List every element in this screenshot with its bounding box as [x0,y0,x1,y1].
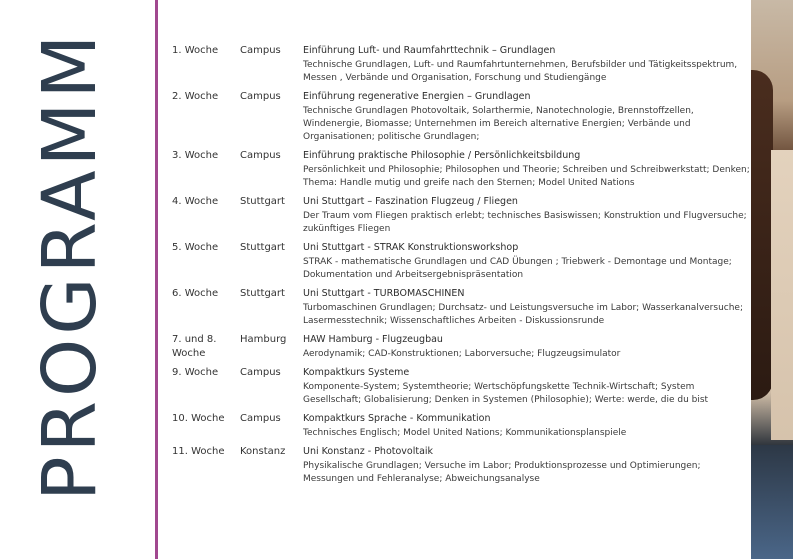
schedule-row [172,195,750,236]
schedule-row [172,90,750,144]
module-details: Komponente-System; Systemtheorie; Wertschöpfungskette Technik-Wirtschaft; System Gesellschaft; Globalisierung; Denken in Systemen (Philosophie); Werte: werde, die du bist [303,382,709,405]
module-details: Technische Grundlagen Photovoltaik, Solarthermie, Nanotechnologie, Brennstoffzellen, Windenergie, Biomasse; Unternehmen im Bereich alternative Energien; Verbände und Organisationen; politische Grundlagen; [303,106,694,142]
module-details: Persönlichkeit und Philosophie; Philosophen und Theorie; Schreiben und Schreibwerkstatt; Denken; Thema: Handle mutig und greife nach den Sternen; Model United Nations [303,165,750,188]
schedule-row [172,412,750,440]
location-label: Stuttgart [240,288,285,299]
module-topic: Einführung praktische Philosophie / Persönlichkeitsbildung [303,150,581,161]
module-description [303,333,750,361]
module-topic: Uni Stuttgart - TURBOMASCHINEN [303,288,465,299]
module-details: Der Traum vom Fliegen praktisch erlebt; technisches Basiswissen; Konstruktion und Flugversuche; zukünftiges Fliegen [303,211,747,234]
schedule-row [172,333,750,361]
location-label: Campus [240,45,281,56]
location-label: Campus [240,413,281,424]
module-description [303,412,750,440]
module-description [303,287,750,328]
module-description [303,149,750,190]
module-description [303,90,750,144]
module-description [303,241,750,282]
module-details: Physikalische Grundlagen; Versuche im Labor; Produktionsprozesse und Optimierungen; Messungen und Fehleranalyse; Abweichungsanalyse [303,461,701,484]
module-topic: Uni Konstanz - Photovoltaik [303,446,434,457]
location-label: Campus [240,367,281,378]
module-topic: Uni Stuttgart – Faszination Flugzeug / Fliegen [303,196,518,207]
module-topic: Einführung regenerative Energien – Grundlagen [303,91,531,102]
location-label: Campus [240,150,281,161]
module-details: Turbomaschinen Grundlagen; Durchsatz- und Leistungsversuche im Labor; Wasserkanalversuche; Lasermesstechnik; Wissenschaftliches Arbeiten - Diskussionsrunde [303,303,743,326]
schedule-row [172,149,750,190]
module-description [303,195,750,236]
module-description [303,445,750,486]
module-description [303,44,750,85]
schedule-panel [158,0,751,559]
week-label: 3. Woche [172,150,219,161]
photo-shirt [771,150,793,440]
week-label: 7. und 8. Woche [172,334,217,359]
module-details: Technisches Englisch; Model United Nations; Kommunikationsplanspiele [303,428,627,438]
module-topic: Einführung Luft- und Raumfahrttechnik – Grundlagen [303,45,556,56]
module-topic: Kompaktkurs Sprache - Kommunikation [303,413,491,424]
schedule-row [172,241,750,282]
photo-jeans [751,445,793,559]
location-label: Stuttgart [240,196,285,207]
schedule-row [172,445,750,486]
title-panel [0,0,155,559]
module-description [303,366,750,407]
week-label: 6. Woche [172,288,219,299]
page-title: PROGRAMM [27,30,113,501]
module-topic: HAW Hamburg - Flugzeugbau [303,334,443,345]
module-topic: Uni Stuttgart - STRAK Konstruktionsworkshop [303,242,519,253]
module-details: Technische Grundlagen, Luft- und Raumfahrtunternehmen, Berufsbilder und Tätigkeitsspektrum, Messen , Verbände und Organisation, Forschung und Studiengänge [303,60,738,83]
module-details: STRAK - mathematische Grundlagen und CAD Übungen ; Triebwerk - Demontage und Montage; Dokumentation und Arbeitsergebnispräsentation [303,257,732,280]
module-topic: Kompaktkurs Systeme [303,367,410,378]
schedule-row [172,44,750,85]
schedule-table [172,44,750,491]
location-label: Konstanz [240,446,286,457]
location-label: Campus [240,91,281,102]
week-label: 10. Woche [172,413,225,424]
schedule-row [172,287,750,328]
week-label: 9. Woche [172,367,219,378]
week-label: 4. Woche [172,196,219,207]
week-label: 5. Woche [172,242,219,253]
location-label: Hamburg [240,334,287,345]
module-details: Aerodynamik; CAD-Konstruktionen; Laborversuche; Flugzeugsimulator [303,349,621,359]
location-label: Stuttgart [240,242,285,253]
week-label: 2. Woche [172,91,219,102]
week-label: 11. Woche [172,446,225,457]
schedule-row [172,366,750,407]
week-label: 1. Woche [172,45,219,56]
photo-hair [751,70,773,400]
